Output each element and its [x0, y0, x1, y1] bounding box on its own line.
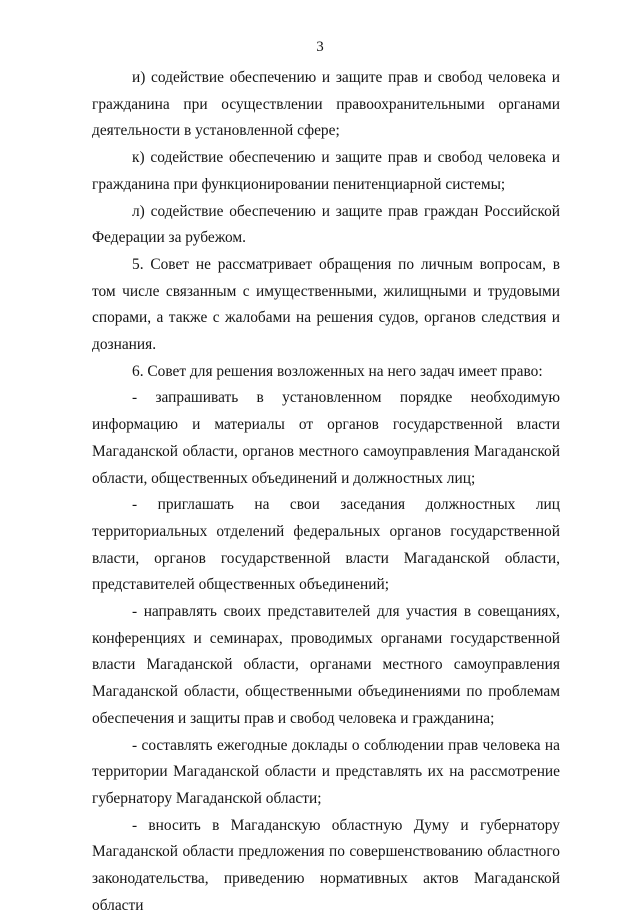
document-body [92, 65, 560, 920]
paragraph-item-k: к) содействие обеспечению и защите прав и свобод человека и гражданина при функционировании пенитенциарной системы; [92, 149, 560, 193]
paragraph-right-request-info: - запрашивать в установленном порядке необходимую информацию и материалы от органов государственной власти Магаданской области, органов местного самоуправления Магаданской области, общественных объединений и должностных лиц; [92, 389, 560, 487]
paragraph-right-submit-proposals: - вносить в Магаданскую областную Думу и губернатору Магаданской области предложения по совершенствованию областного законодательства, приведению нормативных актов Магаданской области [92, 816, 560, 914]
paragraph-right-invite-officials: - приглашать на свои заседания должностных лиц территориальных отделений федеральных органов государственной власти, органов государственной власти Магаданской области, представителей общественных объединений; [92, 496, 560, 594]
paragraph-right-annual-reports: - составлять ежегодные доклады о соблюдении прав человека на территории Магаданской области и представлять их на рассмотрение губернатору Магаданской области; [92, 736, 560, 807]
paragraph-section-6: 6. Совет для решения возложенных на него задач имеет право: [132, 362, 543, 380]
paragraph-right-send-representatives: - направлять своих представителей для участия в совещаниях, конференциях и семинарах, проводимых органами государственной власти Магаданской области, органами местного самоуправления Магаданской области, общественными объединениями по проблемам обеспечения и защиты прав и свобод человека и гражданина; [92, 603, 560, 727]
paragraph-section-5: 5. Совет не рассматривает обращения по личным вопросам, в том числе связанным с имущественными, жилищными и трудовыми спорами, а также с жалобами на решения судов, органов следствия и дознания. [92, 255, 560, 354]
paragraph-item-i: и) содействие обеспечению и защите прав и свобод человека и гражданина при осуществлении правоохранительными органами деятельности в установленной сфере; [92, 69, 560, 140]
page-number: 3 [316, 39, 324, 55]
paragraph-item-l: л) содействие обеспечению и защите прав граждан Российской Федерации за рубежом. [92, 202, 560, 247]
